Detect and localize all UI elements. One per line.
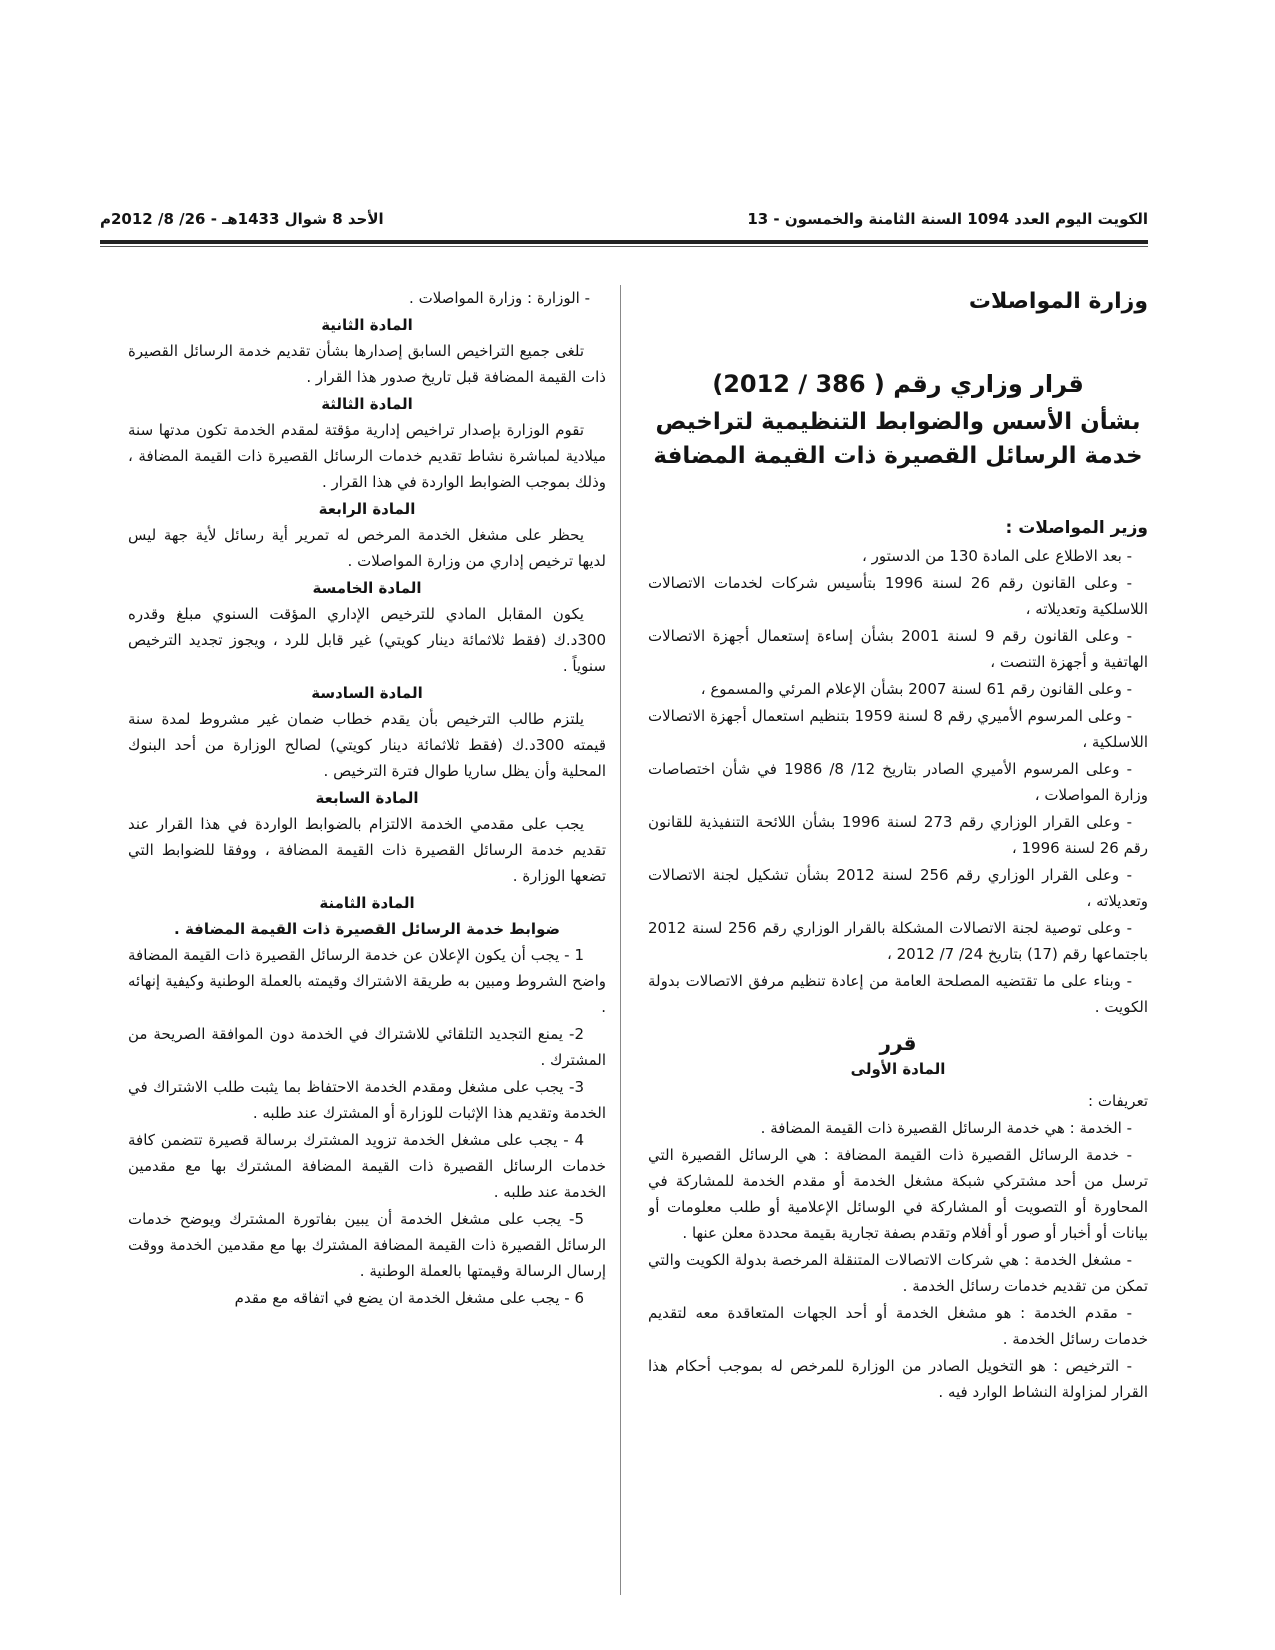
definition-item: - مشغل الخدمة : هي شركات الاتصالات المتنقلة المرخصة بدولة الكويت والتي تمكن من تقديم خدمات رسائل الخدمة . [648,1251,1148,1295]
definitions-label: تعريفات : [1088,1092,1148,1110]
preamble-item: - وعلى توصية لجنة الاتصالات المشكلة بالقرار الوزاري رقم 256 لسنة 2012 باجتماعها رقم (17) بتاريخ 24/ 7/ 2012 ، [648,919,1148,963]
article-4-body: يحظر على مشغل الخدمة المرخص له تمرير أية رسائل لأية جهة ليس لديها ترخيص إداري من وزارة المواصلات . [128,526,606,570]
definition-item: - الوزارة : وزارة المواصلات . [409,289,590,307]
definition-item: - مقدم الخدمة : هو مشغل الخدمة أو أحد الجهات المتعاقدة معه لتقديم خدمات رسائل الخدمة . [648,1304,1148,1348]
decision-subject-line-1: بشأن الأسس والضوابط التنظيمية لتراخيص [655,409,1141,435]
rule-item: 3- يجب على مشغل ومقدم الخدمة الاحتفاظ بما يثبت طلب الاشتراك في الخدمة وتقديم هذا الإثبات للوزارة أو المشترك عند طلبه . [128,1078,606,1122]
preamble-item: - بعد الاطلاع على المادة 130 من الدستور ، [862,547,1132,565]
issue-date: الأحد 8 شوال 1433هـ - 26/ 8/ 2012م [100,210,384,228]
preamble-item: - وعلى المرسوم الأميري رقم 8 لسنة 1959 بتنظيم استعمال أجهزة الاتصالات اللاسلكية ، [648,707,1148,751]
article-6-body: يلتزم طالب الترخيص بأن يقدم خطاب ضمان غير مشروط لمدة سنة قيمته 300د.ك (فقط ثلاثمائة دينار كويتي) لصالح الوزارة من أحد البنوك المحلية وأن يظل ساريا طوال فترة الترخيص . [128,710,606,780]
rule-item: 1 - يجب أن يكون الإعلان عن خدمة الرسائل القصيرة ذات القيمة المضافة واضح الشروط ومبين به طريقة الاشتراك وقيمته بالعملة الوطنية وكيفية إنهائه . [128,946,606,1016]
preamble-item: - وبناء على ما تقتضيه المصلحة العامة من إعادة تنظيم مرفق الاتصالات بدولة الكويت . [648,972,1148,1016]
minister-heading: وزير المواصلات : [1005,518,1148,538]
article-2-body: تلغى جميع التراخيص السابق إصدارها بشأن تقديم خدمة الرسائل القصيرة ذات القيمة المضافة قبل تاريخ صدور هذا القرار . [128,342,606,386]
preamble-item: - وعلى المرسوم الأميري الصادر بتاريخ 12/ 8/ 1986 في شأن اختصاصات وزارة المواصلات ، [648,760,1148,804]
running-header [100,206,1148,232]
article-7-title: المادة السابعة [315,789,419,807]
rule-item: 2- يمنع التجديد التلقائي للاشتراك في الخدمة دون الموافقة الصريحة من المشترك . [128,1025,606,1069]
article-8-title: المادة الثامنة [319,894,415,912]
article-3-title: المادة الثالثة [321,395,413,413]
header-rule-thin [100,246,1148,247]
decision-word: قرر [879,1031,917,1055]
definition-item: - الترخيص : هو التخويل الصادر من الوزارة للمرخص له بموجب أحكام هذا القرار لمزاولة النشاط الوارد فيه . [648,1357,1148,1401]
rule-item: 5- يجب على مشغل الخدمة أن يبين بفاتورة المشترك ويوضح خدمات الرسائل القصيرة ذات القيمة المضافة المشترك بها مع مقدمين الخدمة ووقت إرسال الرسالة وقيمتها بالعملة الوطنية . [128,1210,606,1280]
rule-item: 4 - يجب على مشغل الخدمة تزويد المشترك برسالة قصيرة تتضمن كافة خدمات الرسائل القصيرة ذات القيمة المضافة المشترك بها مع مقدمين الخدمة عند طلبه . [128,1131,606,1201]
article-5-title: المادة الخامسة [312,579,422,597]
definition-item: - خدمة الرسائل القصيرة ذات القيمة المضافة : هي الرسائل القصيرة التي ترسل من أحد مشتركي شبكة مشغل الخدمة أو مقدم الخدمة للمشاركة في المحاورة أو التصويت أو المشاركة في الوسائل الإعلامية أو طلب معلومات أو بيانات أو أخبار أو صور أو أفلام وتقدم بصفة تجارية بقيمة محددة معلن عنها . [648,1146,1148,1242]
definition-item: - الخدمة : هي خدمة الرسائل القصيرة ذات القيمة المضافة . [760,1119,1132,1137]
preamble-item: - وعلى القرار الوزاري رقم 273 لسنة 1996 بشأن اللائحة التنفيذية للقانون رقم 26 لسنة 1996 ، [648,813,1148,857]
rule-item: 6 - يجب على مشغل الخدمة ان يضع في اتفاقه مع مقدم [234,1289,584,1307]
article-4-title: المادة الرابعة [318,500,416,518]
preamble-item: - وعلى القرار الوزاري رقم 256 لسنة 2012 بشأن تشكيل لجنة الاتصالات وتعديلاته ، [648,866,1148,910]
right-column [648,285,1148,1605]
article-3-body: تقوم الوزارة بإصدار تراخيص إدارية مؤقتة لمقدم الخدمة تكون مدتها سنة ميلادية لمباشرة نشاط تقديم خدمات الرسائل القصيرة ذات القيمة المضافة ، وذلك بموجب الضوابط الواردة في هذا القرار . [128,421,606,491]
decision-subject-line-2: خدمة الرسائل القصيرة ذات القيمة المضافة [653,443,1143,469]
article-2-title: المادة الثانية [321,316,413,334]
ministry-name: وزارة المواصلات [968,289,1148,314]
article-5-body: يكون المقابل المادي للترخيص الإداري المؤقت السنوي مبلغ وقدره 300د.ك (فقط ثلاثمائة دينار كويتي) غير قابل للرد ، ويجوز تجديد الترخيص سنوياً . [128,605,606,675]
decision-title [648,367,1148,473]
issue-info: الكويت اليوم العدد 1094 السنة الثامنة والخمسون - 13 [747,210,1148,228]
preamble-item: - وعلى القانون رقم 61 لسنة 2007 بشأن الإعلام المرئي والمسموع ، [700,680,1132,698]
article-1-title: المادة الأولى [850,1060,946,1078]
article-6-title: المادة السادسة [311,684,423,702]
column-divider [620,285,621,1595]
rules-heading: ضوابط خدمة الرسائل القصيرة ذات القيمة المضافة . [174,920,560,938]
header-rule [100,240,1148,244]
left-column [128,285,606,1605]
decision-number: قرار وزاري رقم ( 386 / 2012) [712,370,1084,398]
preamble-item: - وعلى القانون رقم 9 لسنة 2001 بشأن إساءة إستعمال أجهزة الاتصالات الهاتفية و أجهزة التنصت ، [648,627,1148,671]
article-7-body: يجب على مقدمي الخدمة الالتزام بالضوابط الواردة في هذا القرار عند تقديم خدمة الرسائل القصيرة ذات القيمة المضافة ، ووفقا للضوابط التي تضعها الوزارة . [128,815,606,885]
preamble-item: - وعلى القانون رقم 26 لسنة 1996 بتأسيس شركات لخدمات الاتصالات اللاسلكية وتعديلاته ، [648,574,1148,618]
